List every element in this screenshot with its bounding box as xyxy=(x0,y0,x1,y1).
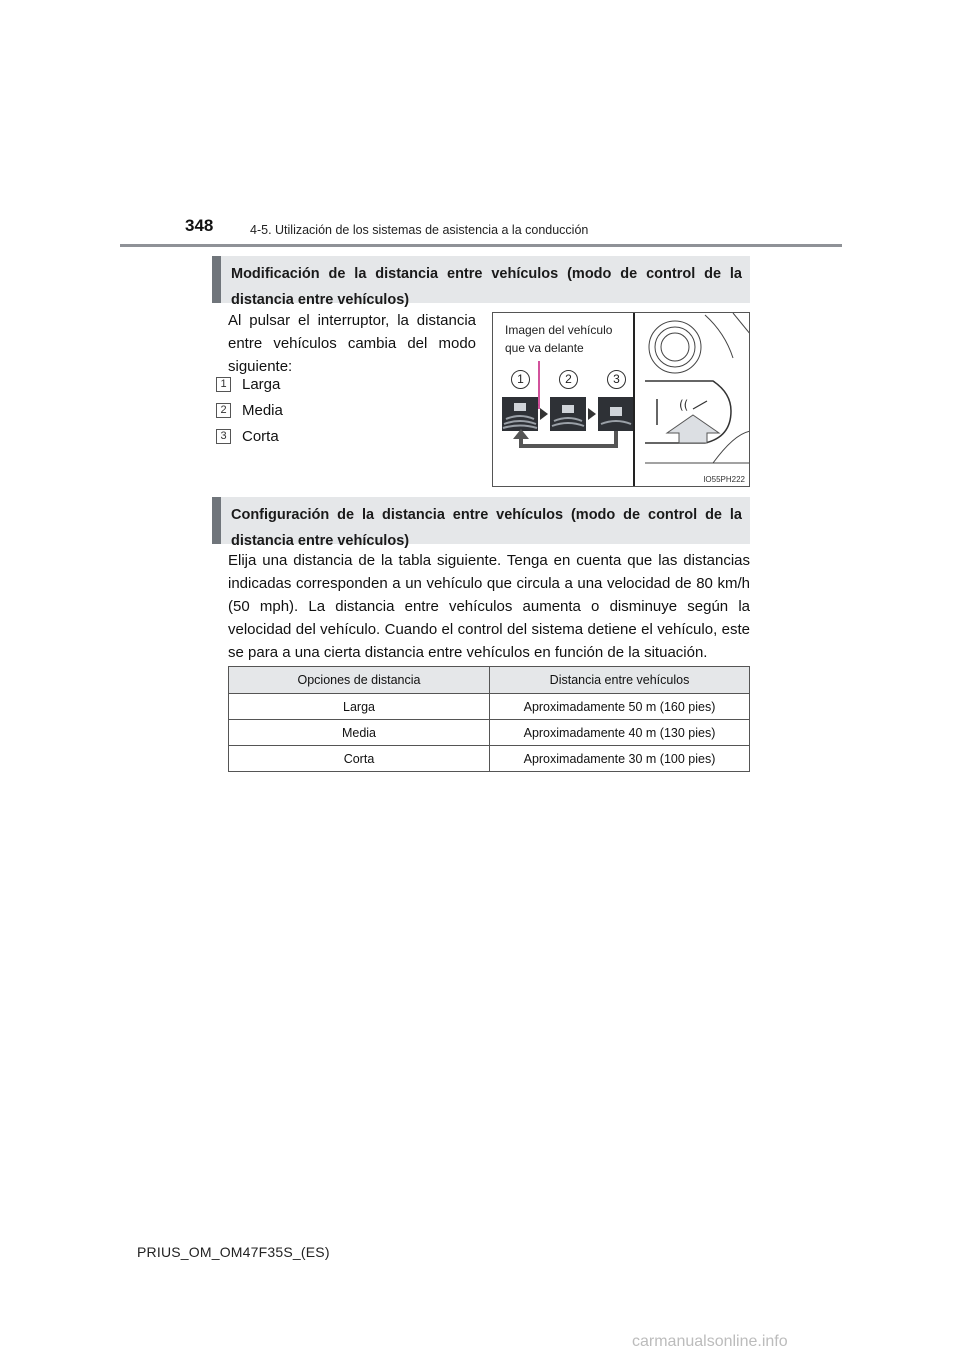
body-paragraph: Elija una distancia de la tabla siguiente. Tenga en cuenta que las distancias indicadas corresponden a un vehículo que circula a una velocidad de 80 km/h (50 mph). La distancia entre vehículos aumenta o disminuye según la velocidad del vehículo. Cuando el control del sistema detiene el vehículo, este se para a una cierta distancia entre vehículos en función de la situación. xyxy=(228,552,750,661)
table-cell: Aproximadamente 40 m (130 pies) xyxy=(490,720,750,746)
table-header-row xyxy=(229,667,750,694)
distance-table xyxy=(228,666,750,772)
table-header-cell: Distancia entre vehículos xyxy=(490,667,750,694)
page-number: 348 xyxy=(185,216,214,235)
table-cell: Media xyxy=(229,720,490,746)
header-divider xyxy=(120,244,842,247)
table-row xyxy=(229,746,750,772)
distance-switch-icon xyxy=(635,313,750,487)
caption-line: Imagen del vehículo xyxy=(505,323,613,337)
option-label: Corta xyxy=(242,428,279,445)
option-label: Media xyxy=(242,402,283,419)
table-row xyxy=(229,720,750,746)
option-number-badge: 2 xyxy=(216,403,231,418)
section-heading-set-distance: Configuración de la distancia entre vehículos (modo de control de la distancia entre vehículos) xyxy=(212,497,750,544)
svg-text:((: (( xyxy=(679,398,689,412)
watermark: carmanualsonline.info xyxy=(632,1333,788,1350)
table-row xyxy=(229,694,750,720)
option-label: Larga xyxy=(242,376,281,393)
marker-2: 2 xyxy=(559,370,578,389)
press-arrow-icon xyxy=(663,413,723,445)
distance-illustration xyxy=(492,312,750,487)
table-header-cell: Opciones de distancia xyxy=(229,667,490,694)
option-number-badge: 1 xyxy=(216,377,231,392)
table-cell: Corta xyxy=(229,746,490,772)
table-cell: Aproximadamente 50 m (160 pies) xyxy=(490,694,750,720)
document-code: PRIUS_OM_OM47F35S_(ES) xyxy=(137,1244,330,1260)
caption-line: que va delante xyxy=(505,341,584,355)
intro-text: Al pulsar el interruptor, la distancia entre vehículos cambia del modo siguiente: xyxy=(228,312,476,375)
option-number-badge: 3 xyxy=(216,429,231,444)
table-cell: Aproximadamente 30 m (100 pies) xyxy=(490,746,750,772)
marker-3: 3 xyxy=(607,370,626,389)
marker-1: 1 xyxy=(511,370,530,389)
section-heading-modify-distance: Modificación de la distancia entre vehículos (modo de control de la distancia entre vehículos) xyxy=(212,256,750,303)
section-title: 4-5. Utilización de los sistemas de asistencia a la conducción xyxy=(250,223,589,237)
table-cell: Larga xyxy=(229,694,490,720)
figure-code: IO55PH222 xyxy=(703,475,745,484)
